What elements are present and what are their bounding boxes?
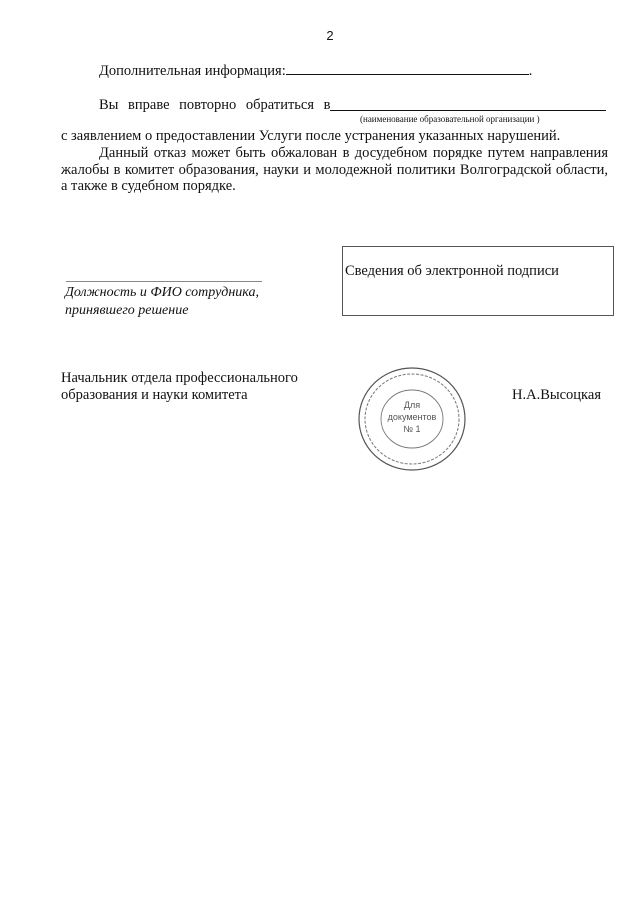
signer-position-line2: образования и науки комитета bbox=[61, 387, 248, 403]
reapply-continuation: с заявлением о предоставлении Услуги после устранения указанных нарушений. bbox=[61, 128, 561, 144]
electronic-signature-box bbox=[342, 246, 614, 316]
employee-signature-line bbox=[66, 281, 262, 282]
employee-note-line1: Должность и ФИО сотрудника, bbox=[65, 285, 259, 300]
stamp-line3: № 1 bbox=[403, 424, 421, 434]
employee-note-line2: принявшего решение bbox=[65, 303, 189, 318]
signer-position-line1: Начальник отдела профессионального bbox=[61, 370, 298, 386]
official-stamp bbox=[356, 365, 468, 473]
reapply-text: Вы вправе повторно обратиться в bbox=[99, 97, 331, 113]
additional-info-trailing: . bbox=[528, 63, 533, 79]
signer-position bbox=[61, 370, 298, 404]
additional-info-line bbox=[99, 62, 532, 80]
employee-note bbox=[65, 284, 259, 320]
appeal-paragraph: Данный отказ может быть обжалован в досудебном порядке путем направления жалобы в комитет образования, науки и молодежной политики Волгоградской области, а также в судебном порядке. bbox=[61, 145, 608, 194]
signer-name: Н.А.Высоцкая bbox=[512, 387, 601, 403]
organization-caption: (наименование образовательной организации ) bbox=[360, 114, 540, 124]
stamp-line1: Для bbox=[403, 400, 421, 410]
page-number: 2 bbox=[326, 28, 334, 43]
electronic-signature-label: Сведения об электронной подписи bbox=[345, 263, 559, 279]
additional-info-blank bbox=[286, 62, 529, 75]
organization-blank bbox=[330, 110, 606, 111]
stamp-line2: документов bbox=[387, 412, 437, 422]
additional-info-label: Дополнительная информация: bbox=[99, 63, 286, 79]
